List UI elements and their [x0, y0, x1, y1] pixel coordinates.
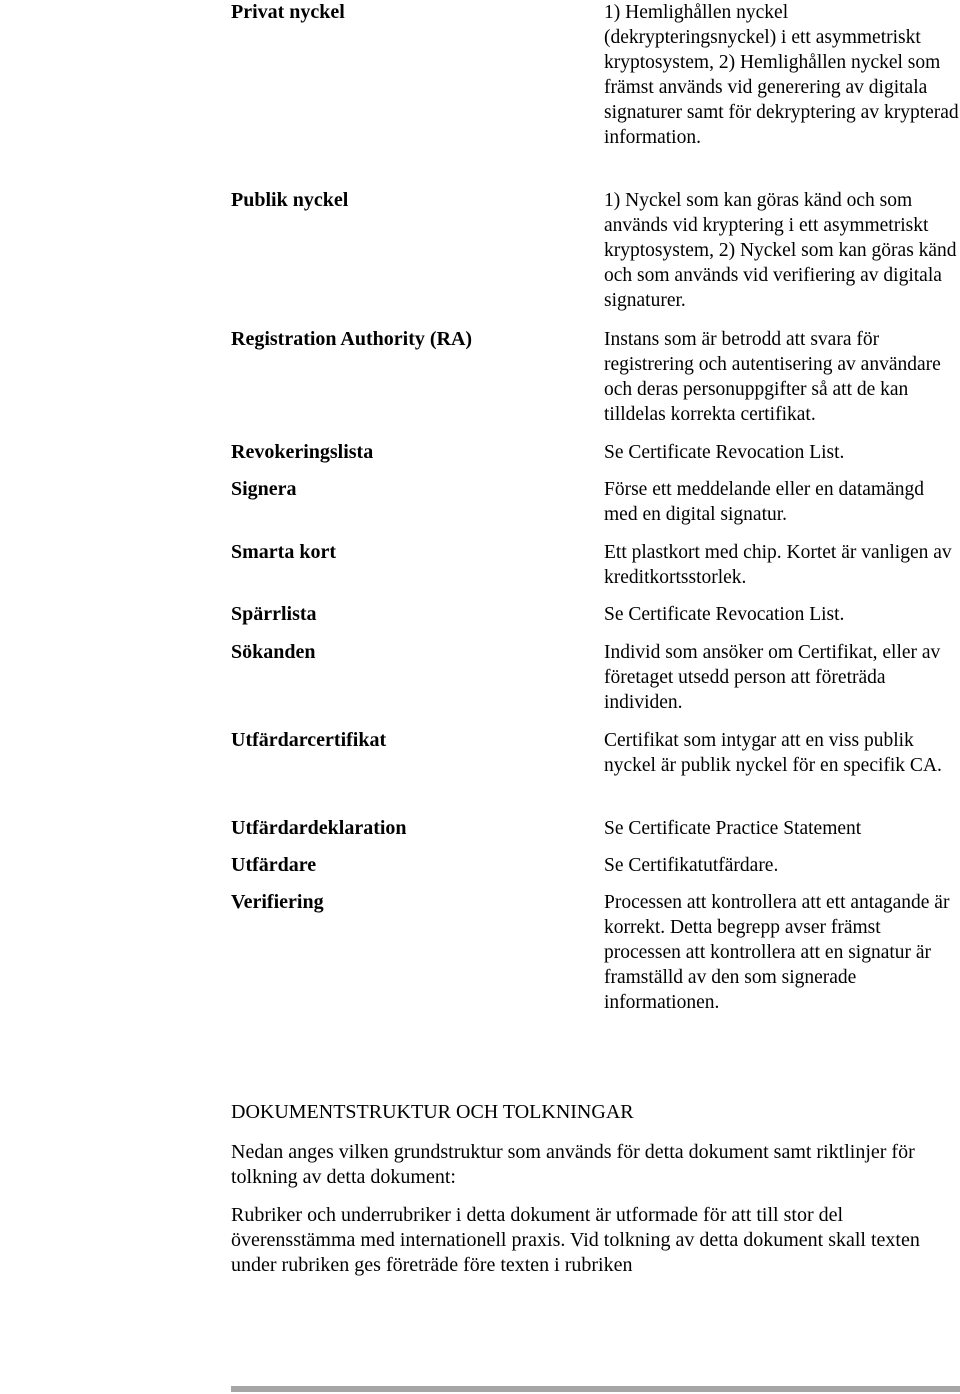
- glossary-term: Utfärdarcertifikat: [231, 729, 387, 751]
- glossary-term: Signera: [231, 478, 297, 500]
- glossary-definition: Förse ett meddelande eller en datamängd med en digital signatur.: [604, 479, 924, 525]
- glossary-term: Smarta kort: [231, 541, 336, 563]
- glossary-term: Verifiering: [231, 891, 324, 913]
- section-paragraph: Rubriker och underrubriker i detta dokument är utformade för att till stor del överensstämma med internationell praxis. Vid tolkning av detta dokument skall texten under rubriken ges företräde före texten i rubriken: [231, 1204, 920, 1276]
- glossary-term: Registration Authority (RA): [231, 328, 473, 350]
- glossary-term: Revokeringslista: [231, 441, 374, 463]
- glossary-definition: 1) Hemlighållen nyckel (dekrypteringsnyckel) i ett asymmetriskt kryptosystem, 2) Hemlighållen nyckel som främst används vid generering av digitala signaturer samt för dekryptering av krypterad information.: [604, 2, 959, 148]
- glossary-definition: Se Certificate Practice Statement: [604, 818, 862, 839]
- glossary-definition: Certifikat som intygar att en viss publik nyckel är publik nyckel för en specifik CA.: [604, 730, 942, 776]
- glossary-term: Spärrlista: [231, 603, 317, 625]
- glossary-definition: Instans som är betrodd att svara för registrering och autentisering av användare och deras personuppgifter så att de kan tilldelas korrekta certifikat.: [604, 329, 941, 425]
- glossary-term: Utfärdare: [231, 854, 317, 876]
- glossary-term: Utfärdardeklaration: [231, 817, 407, 839]
- footer-rule: [231, 1386, 960, 1392]
- glossary-definition: 1) Nyckel som kan göras känd och som används vid kryptering i ett asymmetriskt kryptosystem, 2) Nyckel som kan göras känd och som används vid verifiering av digitala signaturer.: [604, 190, 957, 311]
- glossary-definition: Processen att kontrollera att ett antagande är korrekt. Detta begrepp avser främst processen att kontrollera att en signatur är framställd av den som signerade informationen.: [604, 892, 950, 1013]
- glossary-definition: Se Certificate Revocation List.: [604, 604, 845, 625]
- glossary-definition: Ett plastkort med chip. Kortet är vanligen av kreditkortsstorlek.: [604, 542, 952, 588]
- glossary-term: Publik nyckel: [231, 189, 349, 211]
- section-paragraph: Nedan anges vilken grundstruktur som används för detta dokument samt riktlinjer för tolkning av detta dokument:: [231, 1141, 915, 1188]
- glossary-definition: Se Certificate Revocation List.: [604, 442, 845, 463]
- glossary-term: Sökanden: [231, 641, 316, 663]
- glossary-term: Privat nyckel: [231, 1, 345, 23]
- glossary-definition: Individ som ansöker om Certifikat, eller av företaget utsedd person att företräda individen.: [604, 642, 941, 713]
- section-heading: DOKUMENTSTRUKTUR OCH TOLKNINGAR: [231, 1101, 634, 1123]
- glossary-definition: Se Certifikatutfärdare.: [604, 855, 779, 876]
